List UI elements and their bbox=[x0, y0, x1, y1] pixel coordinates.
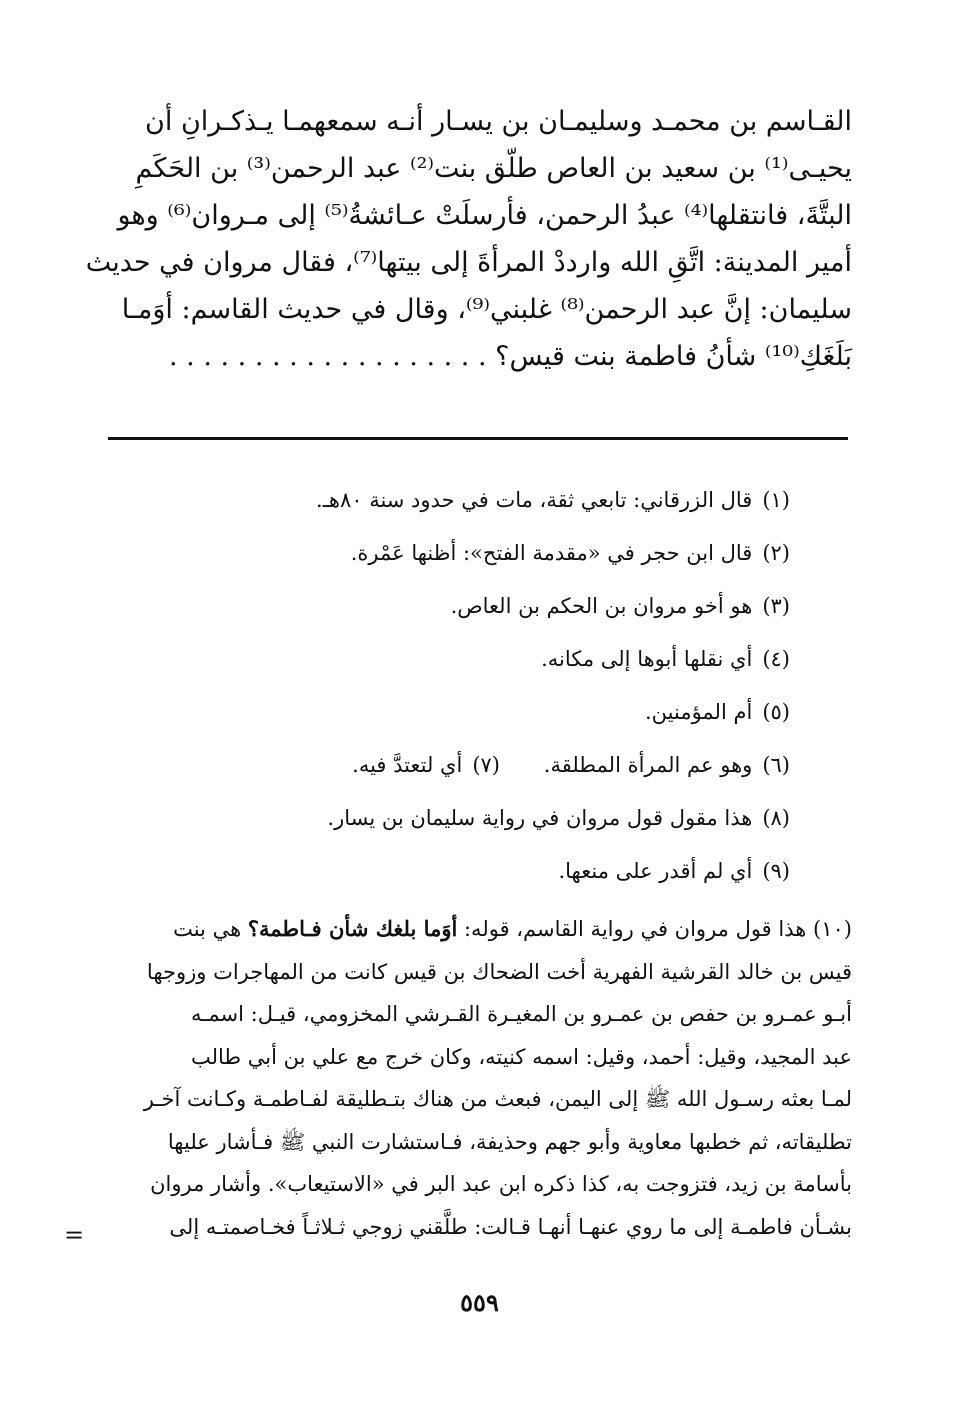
footnote-text: هذا مقول قول مروان في رواية سليمان بن يسار. bbox=[327, 806, 753, 830]
footnote-number: (٩) bbox=[762, 859, 790, 883]
footnote-text: أي نقلها أبوها إلى مكانه. bbox=[541, 647, 753, 671]
main-text-line: أمير المدينة: اتَّقِ الله وارددْ المرأةَ إلى بيتها⁽⁷⁾، فقال مروان في حديث bbox=[85, 247, 852, 278]
footnote-separator bbox=[108, 437, 848, 440]
footnote-text: أي لتعتدَّ فيه. bbox=[352, 753, 463, 777]
footnote-8 bbox=[100, 792, 790, 845]
footnote-10-line: لمـا بعثه رسـول الله ﷺ إلى اليمن، فبعث من هناك بتـطليقة لفـاطمـة وكـانت آخـر bbox=[143, 1087, 852, 1111]
footnote-3 bbox=[100, 580, 790, 633]
footnote-text: وهو عم المرأة المطلقة. bbox=[543, 753, 753, 777]
footnote-text: قال ابن حجر في «مقدمة الفتح»: أظنها عَمْرة. bbox=[350, 541, 753, 565]
footnote-text: أم المؤمنين. bbox=[644, 700, 753, 724]
page-number: ٥٥٩ bbox=[460, 1288, 499, 1317]
footnote-text: قال الزرقاني: تابعي ثقة، مات في حدود سنة ٨٠هـ. bbox=[316, 488, 753, 512]
footnote-number: (٢) bbox=[762, 541, 790, 565]
continuation-mark: = bbox=[64, 1221, 85, 1249]
footnote-number: (١) bbox=[762, 488, 790, 512]
footnote-number: (٧) bbox=[472, 753, 500, 777]
footnote-number: (٣) bbox=[762, 594, 790, 618]
footnote-6 bbox=[500, 739, 790, 792]
footnote-10-quote: أوَما بلغك شأن فـاطمة؟ bbox=[247, 916, 458, 941]
footnote-number: (١٠) bbox=[813, 917, 852, 941]
footnote-10-first-line bbox=[100, 908, 852, 951]
main-text-line: القـاسم بن محمـد وسليمـان بن يسـار أنـه سمعهمـا يـذكـرانِ أن bbox=[145, 106, 852, 137]
footnote-10-line: قيس بن خالد القرشية الفهرية أخت الضحاك بن قيس كانت من المهاجرات وزوجها bbox=[146, 959, 852, 984]
main-text-line: يحيـى⁽¹⁾ بن سعيد بن العاص طلّق بنت⁽²⁾ عبد الرحمن⁽³⁾ بن الحَكَمِ bbox=[135, 153, 852, 184]
footnote-10-line: بشـأن فاطمـة إلى ما روي عنهـا أنهـا قـالت: طلَّقني زوجي ثـلاثـاً فخـاصمتـه إلى bbox=[169, 1214, 852, 1239]
footnote-10-line: بأسامة بن زيد، فتزوجت به، كذا ذكره ابن عبد البر في «الاستيعاب». وأشار مروان bbox=[150, 1172, 852, 1196]
main-text-line: سليمان: إنَّ عبد الرحمن⁽⁸⁾ غلبني⁽⁹⁾، وقال في حديث القاسم: أوَمـا bbox=[121, 294, 852, 325]
footnote-5 bbox=[100, 686, 790, 739]
footnotes-list bbox=[100, 474, 790, 898]
footnote-9 bbox=[100, 845, 790, 898]
footnote-number: (٦) bbox=[762, 753, 790, 777]
footnote-10 bbox=[100, 908, 852, 1248]
footnote-2 bbox=[100, 527, 790, 580]
footnote-4 bbox=[100, 633, 790, 686]
footnote-text: هو أخو مروان بن الحكم بن العاص. bbox=[450, 594, 753, 618]
footnote-10-tail: هي بنت bbox=[173, 917, 242, 941]
footnote-1 bbox=[100, 474, 790, 527]
footnote-text: أي لم أقدر على منعها. bbox=[558, 859, 753, 883]
main-text-line: بَلَغَكِ⁽¹⁰⁾ شأنُ فاطمة بنت قيس؟ . . . . . . . . . . . . . . . . . . . bbox=[169, 341, 852, 372]
footnote-7 bbox=[352, 739, 500, 792]
footnote-number: (٥) bbox=[762, 700, 790, 724]
footnote-10-intro: هذا قول مروان في رواية القاسم، قوله: bbox=[463, 917, 807, 941]
footnote-6-7-row bbox=[100, 739, 790, 792]
footnote-number: (٨) bbox=[762, 806, 790, 830]
footnote-10-line: تطليقاته، ثم خطبها معاوية وأبو جهم وحذيفة، فـاستشارت النبي ﷺ فـأشار عليها bbox=[167, 1129, 852, 1154]
footnote-number: (٤) bbox=[762, 647, 790, 671]
footnote-10-line: عبد المجيد، وقيل: أحمد، وقيل: اسمه كنيته، وكان خرج مع علي بن أبي طالب bbox=[191, 1044, 852, 1069]
footnote-10-line: أبـو عمـرو بن حفص بن عمـرو بن المغيـرة القـرشي المخزومي، قيـل: اسمـه bbox=[191, 1002, 852, 1026]
main-text-block bbox=[85, 98, 852, 380]
main-text-line: البتَّةَ، فانتقلها⁽⁴⁾ عبدُ الرحمن، فأرسلَتْ عـائشةُ⁽⁵⁾ إلى مـروان⁽⁶⁾ وهو bbox=[117, 200, 852, 231]
